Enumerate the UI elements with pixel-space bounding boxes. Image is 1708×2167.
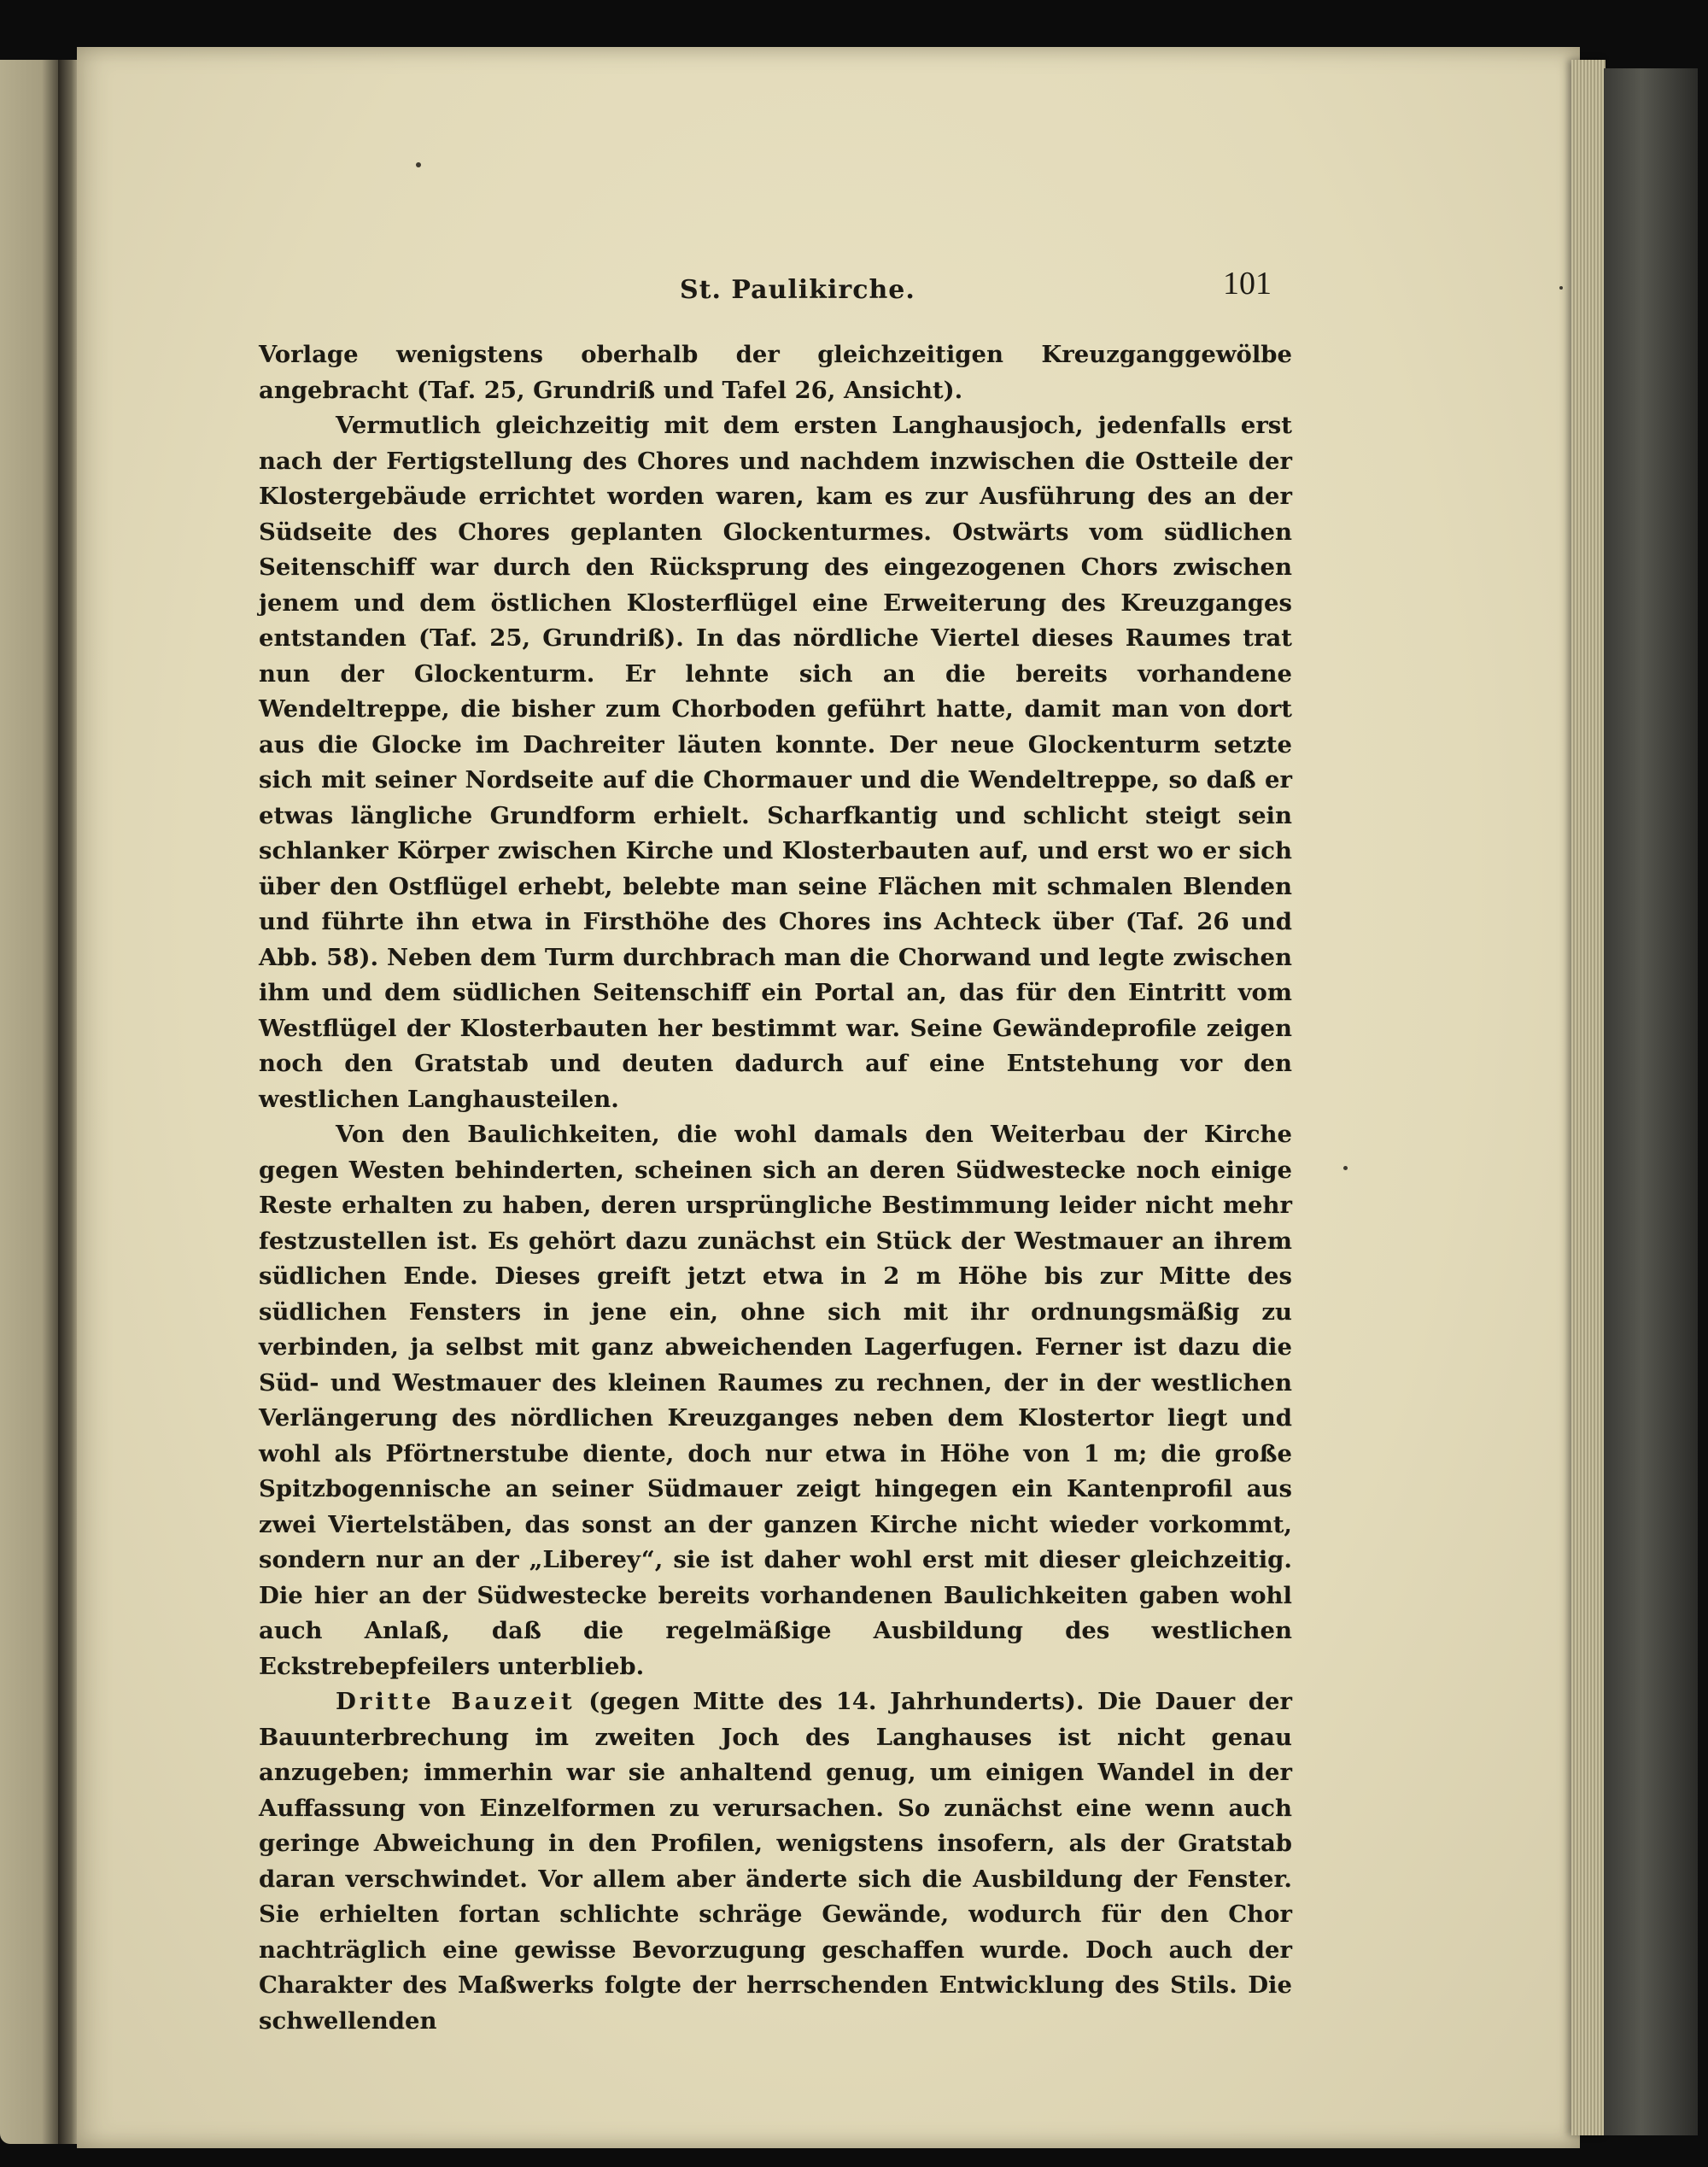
section-heading-inline: Dritte Bauzeit bbox=[336, 1688, 576, 1715]
paragraph-text: Von den Baulichkeiten, die wohl damals den Weiterbau der Kirche gegen Westen behinderten, scheinen sich an deren Südwestecke noch einige Reste erhalten zu haben, deren ursprüngliche Bestimmung leider nicht mehr festzustellen ist. Es gehört dazu zunächst ein Stück der Westmauer an ihrem südlichen Ende. Dieses greift jetzt etwa in 2 m Höhe bis zur Mitte des südlichen Fensters in jene ein, ohne sich mit ihr ordnungsmäßig zu verbinden, ja selbst mit ganz abweichenden Lagerfugen. Ferner ist dazu die Süd- und Westmauer des kleinen Raumes zu rechnen, der in der westlichen Verlängerung des nördlichen Kreuzganges neben dem Klostertor liegt und wohl als Pförtnerstube diente, doch nur etwa in Höhe von 1 m; die große Spitzbogennische an seiner Südmauer zeigt hingegen ein Kantenprofil aus zwei Viertelstäben, das sonst an der ganzen Kirche nicht wieder vorkommt, sondern nur an der „Liberey“, sie ist daher wohl erst mit dieser gleichzeitig. Die hier an der Südwestecke bereits vorhandenen Baulichkeiten gaben wohl auch Anlaß, daß die regelmäßige Ausbildung des westlichen Eckstrebepfeilers unterblieb. bbox=[259, 1121, 1292, 1680]
page-stack-edge bbox=[1571, 60, 1606, 2135]
body-text bbox=[259, 337, 1292, 2039]
book-cover bbox=[1604, 68, 1698, 2135]
paper-speck bbox=[1559, 286, 1563, 290]
running-head-title: St. Paulikirche. bbox=[680, 275, 915, 305]
paragraph-text: Vermutlich gleichzeitig mit dem ersten Langhausjoch, jedenfalls erst nach der Fertigstellung des Chores und nachdem inzwischen die Ostteile der Klostergebäude errichtet worden waren, kam es zur Ausführung des an der Südseite des Chores geplanten Glockenturmes. Ostwärts vom südlichen Seitenschiff war durch den Rücksprung des eingezogenen Chors zwischen jenem und dem östlichen Klosterflügel eine Erweiterung des Kreuzganges entstanden (Taf. 25, Grundriß). In das nördliche Viertel dieses Raumes trat nun der Glockenturm. Er lehnte sich an die bereits vorhandene Wendeltreppe, die bisher zum Chorboden geführt hatte, damit man von dort aus die Glocke im Dachreiter läuten konnte. Der neue Glockenturm setzte sich mit seiner Nordseite auf die Chormauer und die Wendeltreppe, so daß er etwas längliche Grundform erhielt. Scharfkantig und schlicht steigt sein schlanker Körper zwischen Kirche und Klosterbauten auf, und erst wo er sich über den Ostflügel erhebt, belebte man seine Flächen mit schmalen Blenden und führte ihn etwa in Firsthöhe des Chores ins Achteck über (Taf. 26 und Abb. 58). Neben dem Turm durchbrach man die Chorwand und legte zwischen ihm und dem südlichen Seitenschiff ein Portal an, das für den Eintritt vom Westflügel der Klosterbauten her bestimmt war. Seine Gewändeprofile zeigen noch den Gratstab und deuten dadurch auf eine Entstehung vor den westlichen Langhausteilen. bbox=[259, 412, 1292, 1113]
paragraph-2 bbox=[259, 408, 1292, 1117]
paper-speck bbox=[1343, 1166, 1348, 1170]
paragraph-text: (gegen Mitte des 14. Jahrhunderts). Die Dauer der Bauunterbrechung im zweiten Joch des Langhauses ist nicht genau anzugeben; immerhin war sie anhaltend genug, um einigen Wandel in der Auffassung von Einzelformen zu verursachen. So zunächst eine wenn auch geringe Abweichung in den Profilen, wenigstens insofern, als der Gratstab daran verschwindet. Vor allem aber änderte sich die Ausbildung der Fenster. Sie erhielten fortan schlichte schräge Gewände, wodurch für den Chor nachträglich eine gewisse Bevorzugung geschaffen wurde. Doch auch der Charakter des Maßwerks folgte der herrschenden Entwicklung des Stils. Die schwellenden bbox=[259, 1688, 1292, 2035]
paragraph-text: Vorlage wenigstens oberhalb der gleichzeitigen Kreuzganggewölbe angebracht (Taf. 25, Grundriß und Tafel 26, Ansicht). bbox=[259, 341, 1292, 404]
left-page-edge bbox=[0, 60, 60, 2144]
paper-speck bbox=[416, 162, 421, 167]
running-head bbox=[256, 256, 1281, 325]
paragraph-4 bbox=[259, 1684, 1292, 2039]
paragraph-1 bbox=[259, 337, 1292, 408]
paragraph-3 bbox=[259, 1117, 1292, 1684]
page-number: 101 bbox=[1223, 266, 1272, 302]
